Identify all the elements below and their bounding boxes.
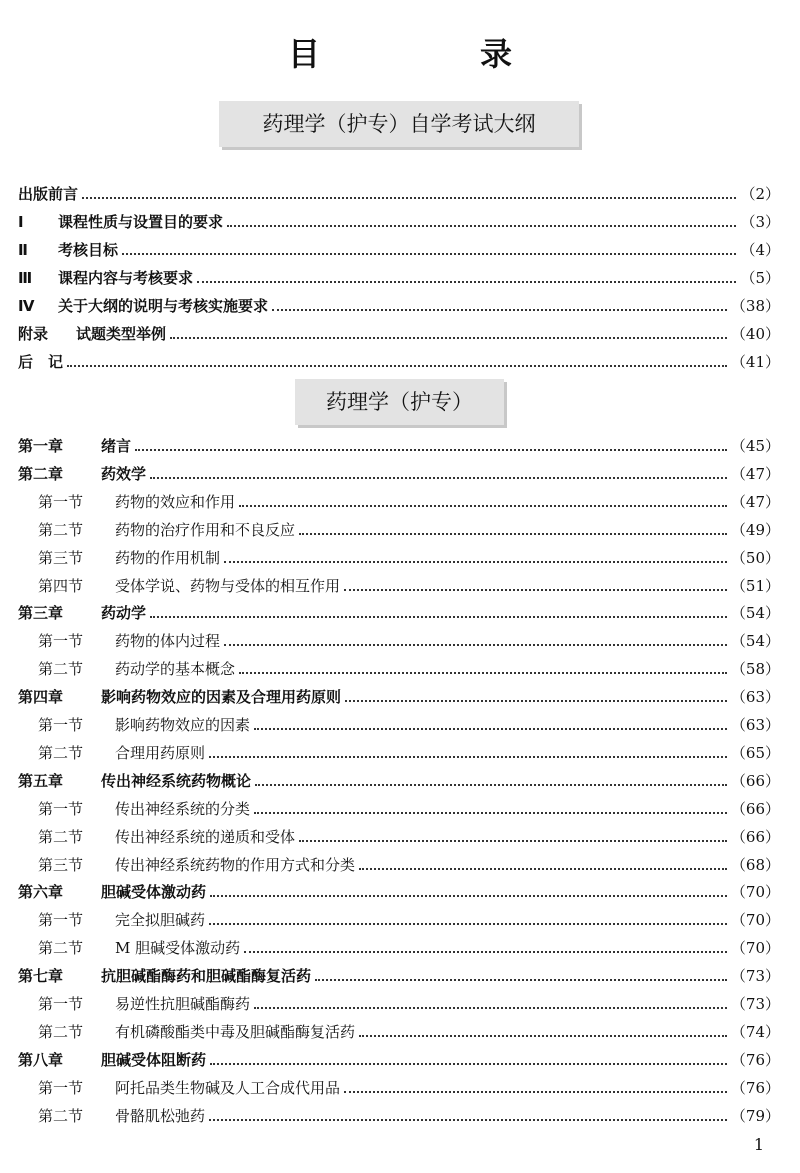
toc-entry-number: 第一节 (38, 911, 84, 929)
toc-entry-number: 第一章 (18, 437, 64, 455)
leader-dots (224, 643, 727, 646)
toc-chapter-entry[interactable] (18, 878, 780, 905)
toc-entry-number: 后 记 (18, 353, 64, 371)
toc-entry-title: 传出神经系统药物概论 (101, 772, 252, 790)
toc-entry-page: （45） (730, 437, 780, 455)
toc-entry-number: 第二节 (38, 1023, 84, 1041)
toc-entry-number: 第一节 (38, 632, 84, 650)
toc-entry-page: （49） (730, 521, 780, 539)
leader-dots (122, 252, 736, 255)
page-number: 1 (753, 1135, 764, 1154)
toc-entry-page: （76） (730, 1051, 780, 1069)
toc-entry-number: 第四章 (18, 688, 64, 706)
toc-entry-page: （3） (740, 213, 780, 231)
toc-entry-title: 影响药物效应的因素及合理用药原则 (101, 688, 342, 706)
toc-entry-page: （74） (730, 1023, 780, 1041)
toc-entry-title: 完全拟胆碱药 (115, 911, 206, 929)
toc-entry-title: 胆碱受体阻断药 (101, 1051, 207, 1069)
leader-dots (255, 783, 727, 786)
leader-dots (359, 867, 727, 870)
toc-section-entry[interactable] (38, 627, 780, 654)
toc-chapter-entry[interactable] (18, 683, 780, 710)
toc-entry-number: 第一节 (38, 1079, 84, 1097)
toc-entry-page: （51） (730, 577, 780, 595)
toc-section-entry[interactable] (38, 655, 780, 682)
toc-entry-number: 第七章 (18, 967, 64, 985)
leader-dots (67, 364, 727, 367)
toc-entry[interactable] (18, 236, 780, 263)
leader-dots (150, 476, 727, 479)
toc-entry[interactable] (18, 320, 780, 347)
toc-section-entry[interactable] (38, 739, 780, 766)
section-banner-syllabus: 药理学（护专）自学考试大纲 (219, 101, 579, 147)
toc-entry-number: 第三节 (38, 856, 84, 874)
leader-dots (254, 727, 727, 730)
toc-entry-page: （76） (730, 1079, 780, 1097)
toc-chapter-entry[interactable] (18, 432, 780, 459)
leader-dots (82, 196, 736, 199)
toc-entry-page: （63） (730, 716, 780, 734)
toc-entry-title: 课程内容与考核要求 (58, 269, 194, 287)
leader-dots (272, 308, 727, 311)
toc-entry-number: 第二节 (38, 939, 84, 957)
toc-entry[interactable] (18, 292, 780, 319)
toc-entry-page: （54） (730, 632, 780, 650)
toc-entry-number: 第二节 (38, 828, 84, 846)
toc-entry-number: 第三节 (38, 549, 84, 567)
toc-entry-number: 第八章 (18, 1051, 64, 1069)
toc-entry-title: 传出神经系统药物的作用方式和分类 (115, 856, 356, 874)
toc-section-entry[interactable] (38, 823, 780, 850)
toc-entry-number: 第二节 (38, 521, 84, 539)
toc-entry-page: （68） (730, 856, 780, 874)
leader-dots (135, 448, 727, 451)
leader-dots (244, 950, 727, 953)
toc-entry-title: 关于大纲的说明与考核实施要求 (58, 297, 269, 315)
toc-entry-number: 第五章 (18, 772, 64, 790)
leader-dots (209, 755, 727, 758)
toc-entry-number: 第三章 (18, 604, 64, 622)
leader-dots (239, 504, 727, 507)
toc-entry-title: 考核目标 (58, 241, 119, 259)
toc-section-entry[interactable] (38, 795, 780, 822)
toc-entry-title: M 胆碱受体激动药 (115, 939, 241, 957)
toc-entry-title: 胆碱受体激动药 (101, 883, 207, 901)
toc-chapter-entry[interactable] (18, 767, 780, 794)
toc-entry-number: Ⅳ (18, 296, 35, 315)
leader-dots (315, 978, 727, 981)
toc-section-entry[interactable] (38, 906, 780, 933)
toc-entry-title: 抗胆碱酯酶药和胆碱酯酶复活药 (101, 967, 312, 985)
toc-entry-page: （66） (730, 772, 780, 790)
toc-entry-page: （63） (730, 688, 780, 706)
leader-dots (344, 588, 727, 591)
leader-dots (150, 615, 727, 618)
toc-entry-page: （47） (730, 493, 780, 511)
toc-entry-page: （73） (730, 995, 780, 1013)
toc-entry[interactable] (18, 180, 780, 207)
leader-dots (254, 1006, 727, 1009)
toc-entry-title: 课程性质与设置目的要求 (58, 213, 224, 231)
leader-dots (227, 224, 736, 227)
toc-entry-title: 药物的作用机制 (115, 549, 221, 567)
toc-entry-page: （79） (730, 1107, 780, 1125)
toc-section-entry[interactable] (38, 934, 780, 961)
toc-entry-title: 骨骼肌松弛药 (115, 1107, 206, 1125)
toc-chapter-entry[interactable] (18, 599, 780, 626)
toc-entry-page: （50） (730, 549, 780, 567)
leader-dots (344, 1090, 727, 1093)
toc-entry-page: （38） (730, 297, 780, 315)
toc-section-entry[interactable] (38, 851, 780, 878)
toc-entry-page: （70） (730, 883, 780, 901)
toc-entry-number: 第一节 (38, 995, 84, 1013)
toc-entry-title: 合理用药原则 (115, 744, 206, 762)
toc-entry-number: 附录 (18, 325, 49, 343)
leader-dots (239, 671, 727, 674)
toc-entry-number: Ⅱ (18, 240, 28, 259)
toc-entry-page: （2） (740, 185, 780, 203)
toc-section-entry[interactable] (38, 711, 780, 738)
toc-entry-title: 受体学说、药物与受体的相互作用 (115, 577, 341, 595)
toc-entry-page: （70） (730, 939, 780, 957)
leader-dots (299, 532, 727, 535)
toc-entry-number: 第二节 (38, 660, 84, 678)
toc-entry-number: 第二节 (38, 1107, 84, 1125)
toc-entry-title: 药动学的基本概念 (115, 660, 236, 678)
toc-entry-number: Ⅰ (18, 212, 24, 231)
toc-entry-page: （47） (730, 465, 780, 483)
leader-dots (345, 699, 727, 702)
toc-entry-title: 药物的体内过程 (115, 632, 221, 650)
toc-entry-page: （5） (740, 269, 780, 287)
toc-entry-title: 试题类型举例 (76, 325, 167, 343)
section-banner-textbook: 药理学（护专） (295, 379, 504, 425)
toc-entry-title: 药效学 (101, 465, 147, 483)
toc-entry-number: 第一节 (38, 800, 84, 818)
toc-section-entry[interactable] (38, 1074, 780, 1101)
toc-entry-number: 第一节 (38, 493, 84, 511)
leader-dots (170, 336, 727, 339)
toc-entry-page: （54） (730, 604, 780, 622)
leader-dots (210, 894, 727, 897)
toc-section-entry[interactable] (38, 1018, 780, 1045)
toc-entry-title: 传出神经系统的递质和受体 (115, 828, 296, 846)
toc-entry-title: 易逆性抗胆碱酯酶药 (115, 995, 251, 1013)
toc-chapter-entry[interactable] (18, 460, 780, 487)
leader-dots (254, 811, 727, 814)
toc-section-entry[interactable] (38, 488, 780, 515)
toc-entry-title: 阿托品类生物碱及人工合成代用品 (115, 1079, 341, 1097)
toc-entry-number: 第二章 (18, 465, 64, 483)
toc-section-entry[interactable] (38, 544, 780, 571)
toc-entry-number: 第六章 (18, 883, 64, 901)
toc-section-entry[interactable] (38, 990, 780, 1017)
page-title: 目 录 (287, 35, 576, 73)
toc-chapter-entry[interactable] (18, 1046, 780, 1073)
toc-section-entry[interactable] (38, 1102, 780, 1129)
toc-section-entry[interactable] (38, 516, 780, 543)
toc-entry-title: 影响药物效应的因素 (115, 716, 251, 734)
toc-entry-title: 有机磷酸酯类中毒及胆碱酯酶复活药 (115, 1023, 356, 1041)
toc-entry-number: 出版前言 (18, 185, 79, 203)
leader-dots (299, 839, 727, 842)
leader-dots (209, 922, 727, 925)
toc-entry-title: 绪言 (101, 437, 132, 455)
leader-dots (210, 1062, 727, 1065)
leader-dots (359, 1034, 727, 1037)
leader-dots (209, 1118, 727, 1121)
toc-entry-page: （58） (730, 660, 780, 678)
toc-entry-title: 药物的效应和作用 (115, 493, 236, 511)
toc-entry-number: Ⅲ (18, 268, 33, 287)
toc-entry-title: 药动学 (101, 604, 147, 622)
leader-dots (197, 280, 736, 283)
toc-entry-page: （40） (730, 325, 780, 343)
toc-section-entry[interactable] (38, 572, 780, 599)
toc-entry[interactable] (18, 348, 780, 375)
toc-chapter-entry[interactable] (18, 962, 780, 989)
toc-entry-number: 第二节 (38, 744, 84, 762)
toc-entry-page: （66） (730, 800, 780, 818)
leader-dots (224, 560, 727, 563)
toc-entry-page: （65） (730, 744, 780, 762)
toc-entry-title: 药物的治疗作用和不良反应 (115, 521, 296, 539)
toc-entry-page: （41） (730, 353, 780, 371)
toc-entry-page: （73） (730, 967, 780, 985)
toc-entry-page: （4） (740, 241, 780, 259)
toc-entry[interactable] (18, 208, 780, 235)
toc-entry-number: 第一节 (38, 716, 84, 734)
toc-entry-title: 传出神经系统的分类 (115, 800, 251, 818)
toc-entry-number: 第四节 (38, 577, 84, 595)
toc-entry-page: （66） (730, 828, 780, 846)
toc-entry-page: （70） (730, 911, 780, 929)
toc-entry[interactable] (18, 264, 780, 291)
